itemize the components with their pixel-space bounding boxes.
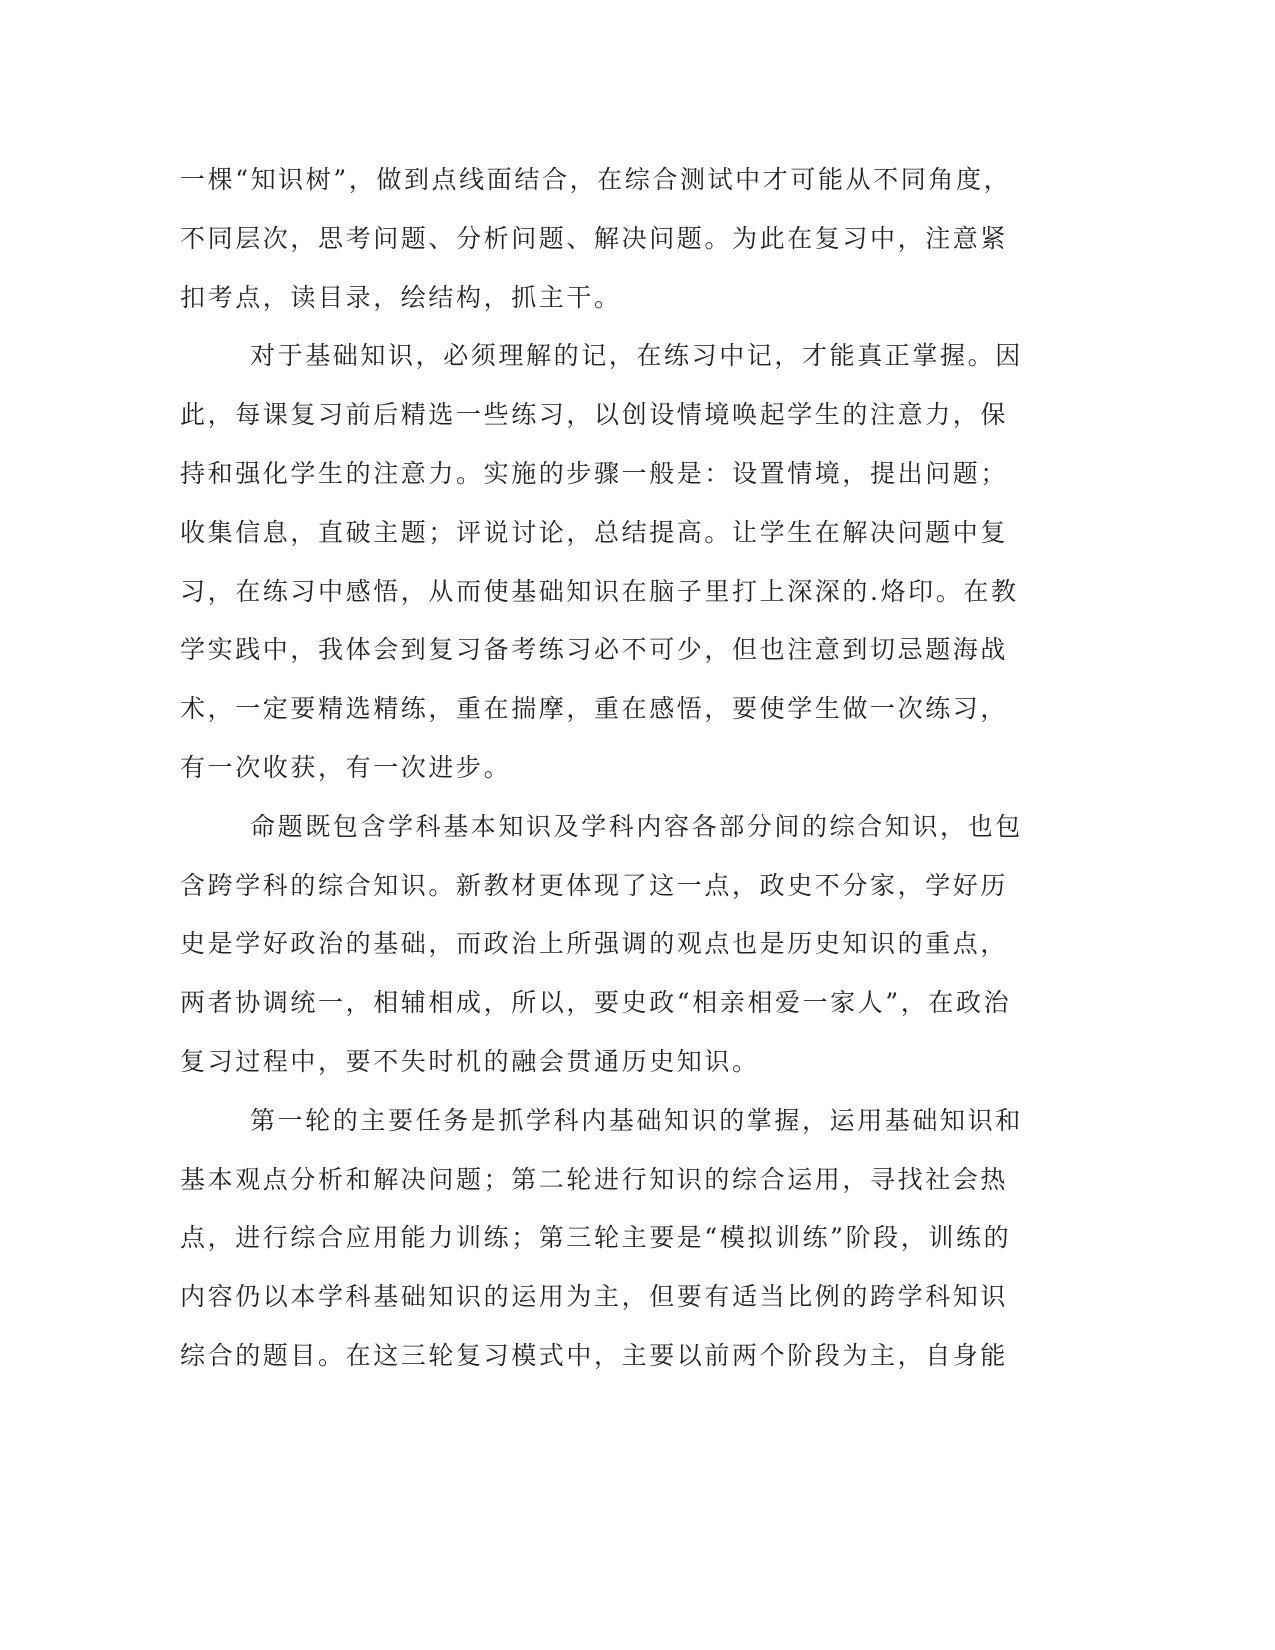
text-line: 学实践中，我体会到复习备考练习必不可少，但也注意到切忌题海战: [180, 635, 1009, 665]
text-line: 复习过程中，要不失时机的融会贯通历史知识。: [180, 1046, 760, 1076]
text-line: 收集信息，直破主题；评说讨论，总结提高。让学生在解决问题中复: [180, 517, 1009, 547]
text-line: 有一次收获，有一次进步。: [180, 752, 512, 782]
text-line: 基本观点分析和解决问题；第二轮进行知识的综合运用，寻找社会热: [180, 1164, 1009, 1194]
paragraph-3: [180, 798, 1080, 1092]
text-line: 含跨学科的综合知识。新教材更体现了这一点，政史不分家，学好历: [180, 870, 1009, 900]
text-line: 对于基础知识，必须理解的记，在练习中记，才能真正掌握。因: [250, 341, 1023, 371]
text-line: 习，在练习中感悟，从而使基础知识在脑子里打上深深的.烙印。在教: [180, 576, 1019, 606]
text-line: 扣考点，读目录，绘结构，抓主干。: [180, 282, 622, 312]
text-line: 两者协调统一，相辅相成，所以，要史政“相亲相爱一家人”，在政治: [180, 988, 1012, 1018]
body-text: [180, 151, 1080, 1386]
text-line: 内容仍以本学科基础知识的运用为主，但要有适当比例的跨学科知识: [180, 1282, 1009, 1312]
text-line: 一棵“知识树”，做到点线面结合，在综合测试中才可能从不同角度，: [180, 165, 1012, 194]
text-line: 点，进行综合应用能力训练；第三轮主要是“模拟训练”阶段，训练的: [180, 1223, 1012, 1253]
text-line: 此，每课复习前后精选一些练习，以创设情境唤起学生的注意力，保: [180, 400, 1009, 430]
text-line: 综合的题目。在这三轮复习模式中，主要以前两个阶段为主，自身能: [180, 1340, 1009, 1370]
paragraph-2: [180, 327, 1080, 797]
text-line: 命题既包含学科基本知识及学科内容各部分间的综合知识，也包: [250, 811, 1023, 841]
text-line: 持和强化学生的注意力。实施的步骤一般是：设置情境，提出问题；: [180, 458, 1009, 488]
paragraph-1: [180, 151, 1080, 327]
text-line: 术，一定要精选精练，重在揣摩，重在感悟，要使学生做一次练习，: [180, 694, 1009, 724]
text-line: 第一轮的主要任务是抓学科内基础知识的掌握，运用基础知识和: [250, 1105, 1023, 1135]
text-line: 不同层次，思考问题、分析问题、解决问题。为此在复习中，注意紧: [180, 223, 1009, 253]
paragraph-4: [180, 1092, 1080, 1386]
text-line: 史是学好政治的基础，而政治上所强调的观点也是历史知识的重点，: [180, 929, 1009, 959]
